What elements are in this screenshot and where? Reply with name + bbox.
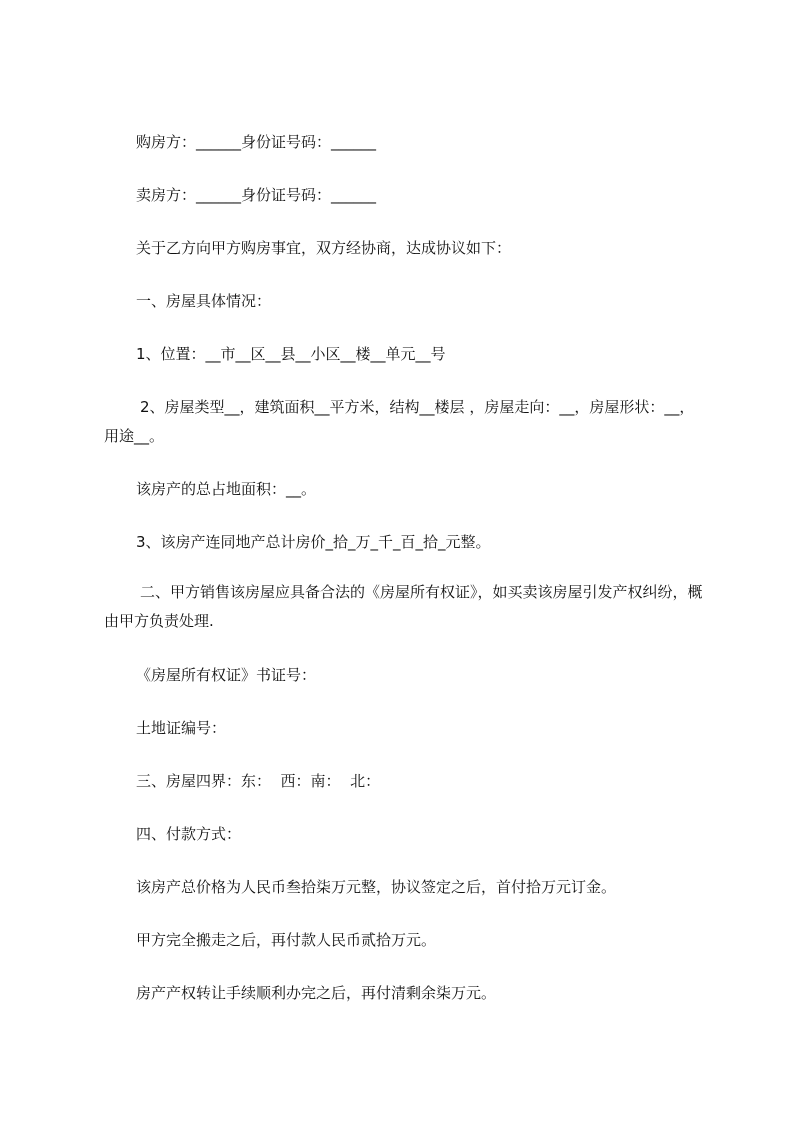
cert-number-line: 《房屋所有权证》书证号： <box>136 666 317 684</box>
section-4-heading: 四、付款方式： <box>136 825 242 843</box>
section-3-boundaries: 三、房屋四界：东： 西：南： 北： <box>136 772 381 790</box>
total-area-line: 该房产的总占地面积：__。 <box>136 480 317 498</box>
item-1-location: 1、位置：__市__区__县__小区__楼__单元__号 <box>136 345 446 363</box>
intro-paragraph: 关于乙方向甲方购房事宜，双方经协商，达成协议如下： <box>136 239 512 257</box>
section-1-heading: 一、房屋具体情况： <box>136 292 272 310</box>
buyer-line: 购房方：______身份证号码：______ <box>136 133 377 151</box>
item-2-house-type: 2、房屋类型__，建筑面积__平方米，结构__楼层 ，房屋走向：__，房屋形状：__，用途__。 <box>104 398 695 445</box>
payment-line-3: 房产产权转让手续顺利办完之后，再付清剩余柒万元。 <box>136 984 497 1002</box>
land-number-line: 土地证编号： <box>136 719 227 737</box>
payment-line-2: 甲方完全搬走之后，再付款人民币贰拾万元。 <box>136 931 437 949</box>
item-3-price: 3、该房产连同地产总计房价_拾_万_千_百_拾_元整。 <box>136 533 491 551</box>
seller-line: 卖房方：______身份证号码：______ <box>136 186 377 204</box>
payment-line-1: 该房产总价格为人民币叁拾柒万元整，协议签定之后，首付拾万元订金。 <box>136 878 617 896</box>
section-2-paragraph: 二、甲方销售该房屋应具备合法的《房屋所有权证》，如买卖该房屋引发产权纠纷，概由甲方负责处理. <box>104 583 703 630</box>
